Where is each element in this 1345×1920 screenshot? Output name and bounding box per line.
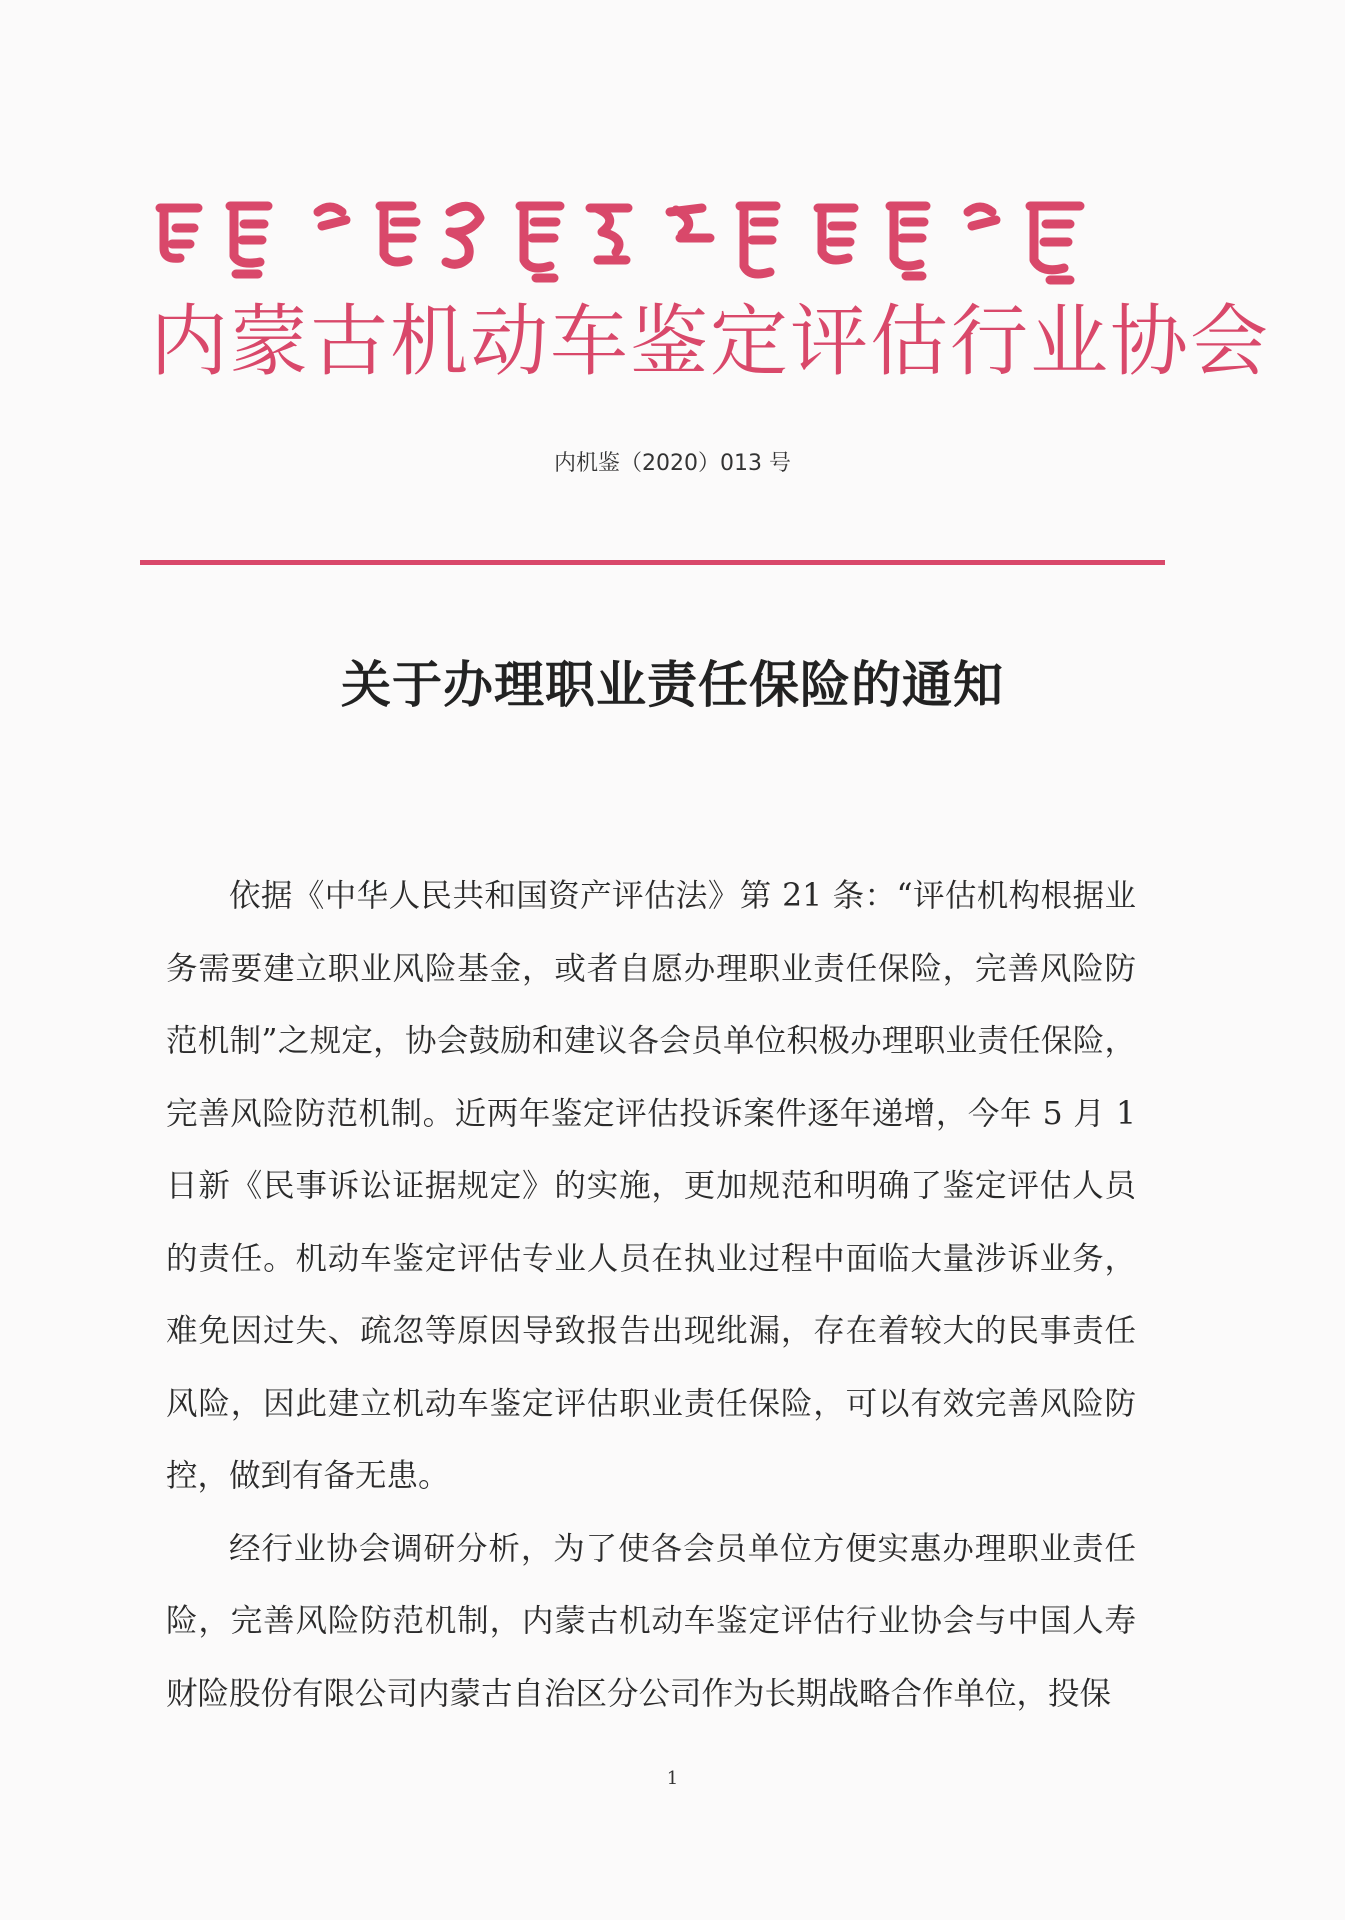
body-paragraph-1: 依据《中华人民共和国资产评估法》第 21 条：“评估机构根据业务需要建立职业风险基金，或者自愿办理职业责任保险，完善风险防范机制”之规定，协会鼓励和建议各会员单位积极办理职业责任保险，完善风险防范机制。近两年鉴定评估投诉案件逐年递增，今年 5 月 1 日新《民事诉讼证据规定》的实施，更加规范和明确了鉴定评估人员的责任。机动车鉴定评估专业人员在执业过程中面临大量涉诉业务，难免因过失、疏忽等原因导致报告出现纰漏，存在着较大的民事责任风险，因此建立机动车鉴定评估职业责任保险，可以有效完善风险防控，做到有备无患。	[166, 878, 1136, 1494]
organization-name: 内蒙古机动车鉴定评估行业协会	[150, 297, 1271, 387]
document-title: 关于办理职业责任保险的通知	[341, 656, 1004, 714]
letterhead-divider	[140, 560, 1165, 565]
document-body	[166, 860, 1136, 1730]
document-number: 内机鉴（2020）013 号	[554, 451, 791, 476]
body-paragraph-2: 经行业协会调研分析，为了使各会员单位方便实惠办理职业责任险，完善风险防范机制，内蒙古机动车鉴定评估行业协会与中国人寿财险股份有限公司内蒙古自治区分公司作为长期战略合作单位，投保	[166, 1530, 1136, 1712]
mongolian-script-letterhead	[150, 188, 1130, 288]
page-number: 1	[666, 1768, 679, 1789]
